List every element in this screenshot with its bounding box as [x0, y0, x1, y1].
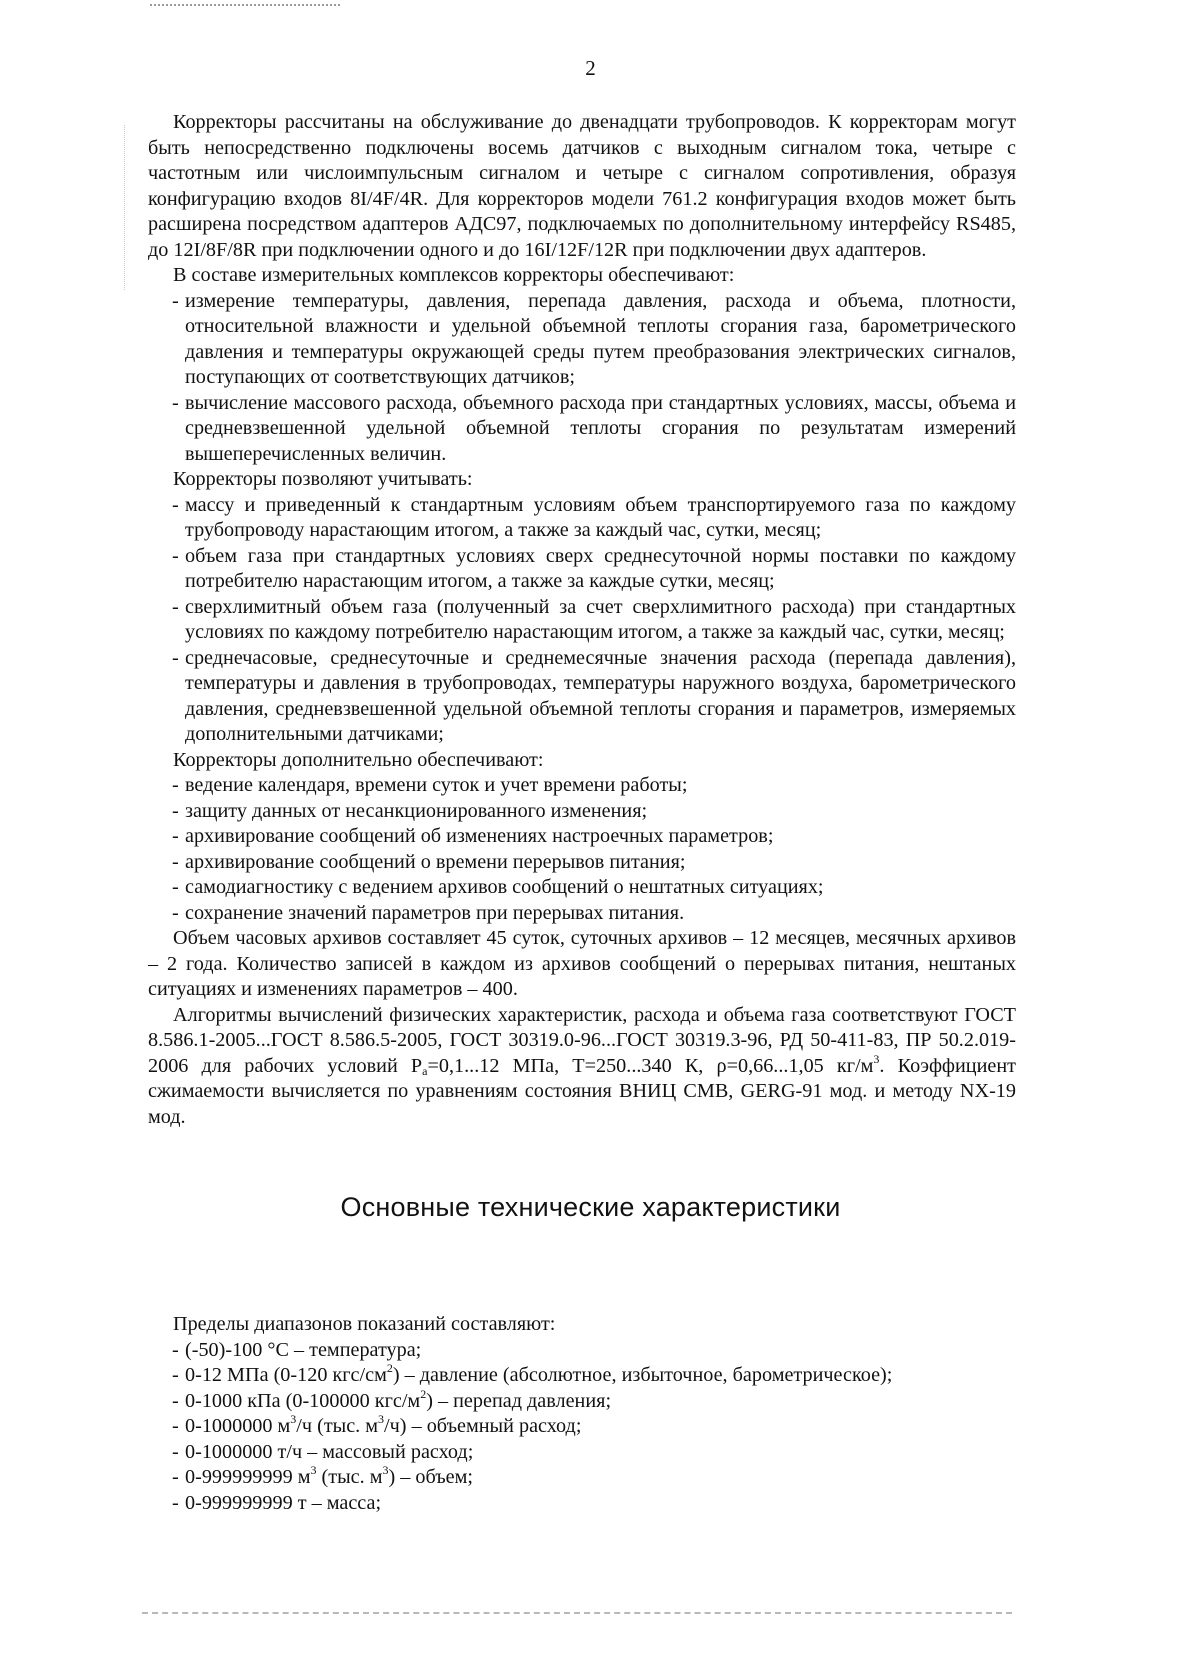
page-number: 2: [585, 56, 596, 80]
list-item: - архивирование сообщений об изменениях настроечных параметров;: [148, 824, 1016, 850]
list-item: - массу и приведенный к стандартным условиям объем транспортируемого газа по каждому трубопроводу нарастающим итогом, а также за каждый час, сутки, месяц;: [172, 493, 1016, 541]
bullet-dash: -: [172, 1338, 179, 1361]
specs-block: [148, 1312, 1016, 1516]
intro-paragraph: Корректоры рассчитаны на обслуживание до двенадцати трубопроводов. К корректорам могут быть непосредственно подключены восемь датчиков с выходным сигналом тока, четыре с частотным или числоимпульсным сигналом и четыре с сигналом сопротивления, образуя конфигурацию входов 8I/4F/4R. Для корректоров модели 761.2 конфигурация входов может быть расширена посредством адаптеров АДС97, подключаемых по дополнительному интерфейсу RS485, до 12I/8F/8R при подключении одного и до 16I/12F/12R при подключении двух адаптеров.: [148, 111, 1016, 261]
archives-paragraph: Объем часовых архивов составляет 45 суток, суточных архивов – 12 месяцев, месячных архивов – 2 года. Количество записей в каждом из архивов сообщений о перерывах питания, нештаных ситуациях и изменениях параметров – 400.: [148, 927, 1016, 1000]
scan-margin-marks: [124, 125, 127, 290]
algorithms-paragraph: Алгоритмы вычислений физических характеристик, расхода и объема газа соответствуют ГОСТ 8.586.1-2005...ГОСТ 8.586.5-2005, ГОСТ 30319.0-96...ГОСТ 30319.3-96, РД 50-411-83, ПР 50.2.019-2006 для рабочих условий $P_a=0,1...12$ МПа, T=250...340 К, ρ=0,66...1,05 $кг/м^3$. Коэффициент сжимаемости вычисляется по уравнениям состояния ВНИЦ СМВ, GERG-91 мод. и методу NX-19 мод.: [148, 1003, 1016, 1128]
bullet-dash: -: [172, 595, 179, 618]
bullet-dash: -: [172, 850, 179, 873]
list-item: - вычисление массового расхода, объемного расхода при стандартных условиях, массы, объема и средневзвешенной удельной объемной теплоты сгорания по результатам измерений вышеперечисленных величин.: [172, 391, 1016, 465]
bullet-dash: -: [172, 493, 179, 516]
measurement-list: [148, 289, 1016, 468]
spec-item: - 0-1000000 $м^3/ч$ (тыс. $м^3/ч$) – объемный расход;: [148, 1414, 1016, 1440]
list-item: - ведение календаря, времени суток и учет времени работы;: [148, 773, 1016, 799]
scan-artifact-top: [150, 4, 340, 6]
bullet-dash: -: [172, 1415, 179, 1437]
specs-heading: Пределы диапазонов показаний составляют:: [173, 1313, 556, 1335]
section-title: Основные технические характеристики: [340, 1192, 841, 1222]
list-item: - среднечасовые, среднесуточные и среднемесячные значения расхода (перепада давления), температуры и давления в трубопроводах, температуры наружного воздуха, барометрического давления, средневзвешенной удельной объемной теплоты сгорания и параметров, измеряемых дополнительными датчиками;: [172, 646, 1016, 745]
additional-list: [148, 773, 1016, 926]
bullet-dash: -: [172, 1491, 179, 1514]
bullet-dash: -: [172, 1440, 179, 1463]
bullet-dash: -: [172, 1466, 179, 1488]
list-item: - архивирование сообщений о времени перерывов питания;: [148, 850, 1016, 876]
bullet-dash: -: [172, 289, 179, 312]
bullet-dash: -: [172, 799, 179, 822]
specs-list: [148, 1338, 1016, 1517]
accounting-list: [148, 493, 1016, 748]
bullet-dash: -: [172, 825, 179, 847]
list-item: - измерение температуры, давления, перепада давления, расхода и объема, плотности, относительной влажности и удельной объемной теплоты сгорания газа, барометрического давления и температуры окружающей среды путем преобразования электрических сигналов, поступающих от соответствующих датчиков;: [172, 289, 1016, 388]
bullet-dash: -: [172, 774, 179, 796]
list-item: - самодиагностику с ведением архивов сообщений о нештатных ситуациях;: [148, 875, 1016, 901]
spec-item: - 0-999999999 т – масса;: [148, 1491, 1016, 1517]
scan-artifact-bottom: [142, 1612, 1012, 1614]
spec-item: - (-50)-100 °С – температура;: [148, 1338, 1016, 1364]
bullet-dash: -: [172, 1389, 179, 1412]
spec-item: - 0-999999999 $м^3$ (тыс. $м^3$) – объем;: [148, 1465, 1016, 1491]
bullet-dash: -: [172, 544, 179, 567]
bullet-dash: -: [172, 391, 179, 414]
list-item: - сверхлимитный объем газа (полученный за счет сверхлимитного расхода) при стандартных условиях по каждому потребителю нарастающим итогом, а также за каждый час, сутки, месяц;: [172, 595, 1016, 643]
spec-item: - 0-1000000 т/ч – массовый расход;: [148, 1440, 1016, 1466]
bullet-dash: -: [172, 646, 179, 669]
bullet-dash: -: [172, 901, 179, 924]
document-body: [148, 110, 1016, 1130]
bullet-dash: -: [172, 1364, 179, 1386]
spec-item: - 0-12 МПа (0-120 кгс/$см^2$) – давление (абсолютное, избыточное, барометрическое);: [148, 1363, 1016, 1389]
spec-item: - 0-1000 кПа (0-100000 кгс/$м^2$) – перепад давления;: [148, 1389, 1016, 1415]
accounting-heading: Корректоры позволяют учитывать:: [173, 468, 473, 490]
list-item: - сохранение значений параметров при перерывах питания.: [148, 901, 1016, 927]
bullet-dash: -: [172, 876, 179, 898]
list-item: - защиту данных от несанкционированного изменения;: [148, 799, 1016, 825]
measurement-heading: В составе измерительных комплексов корректоры обеспечивают:: [173, 264, 735, 286]
list-item: - объем газа при стандартных условиях сверх среднесуточной нормы поставки по каждому потребителю нарастающим итогом, а также за каждые сутки, месяц;: [172, 544, 1016, 592]
additional-heading: Корректоры дополнительно обеспечивают:: [173, 748, 544, 771]
